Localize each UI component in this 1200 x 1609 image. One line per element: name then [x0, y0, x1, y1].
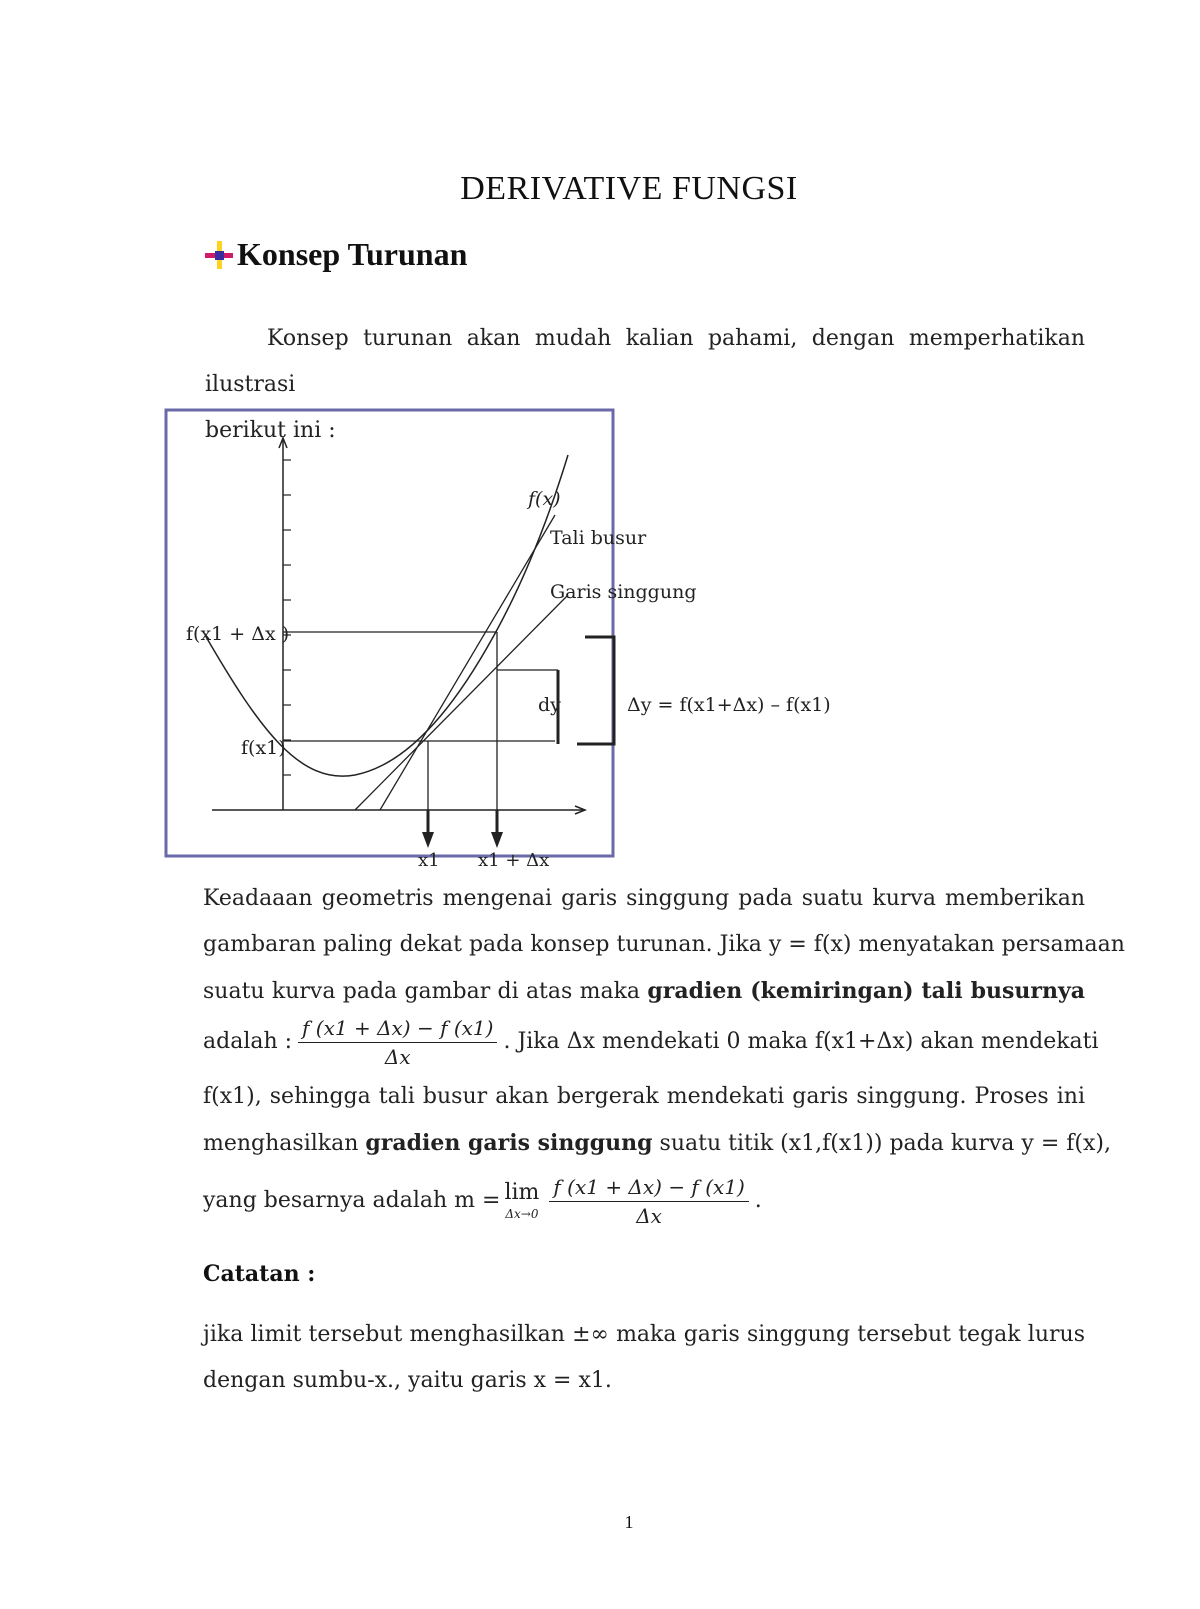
note-paragraph — [203, 1312, 1085, 1404]
y-axis-ticks — [283, 460, 291, 775]
tangent-line — [355, 595, 568, 810]
body-line-4: adalah : $\frac{f (x1 + \Delta x) - f (x1)}{\Delta x}$ . Jika Δx mendekati 0 maka f(x1+Δx) akan mendekati — [203, 1015, 1099, 1069]
page-number: 1 — [624, 1512, 634, 1532]
secant-slope-fraction — [298, 1016, 497, 1069]
derivative-fraction: $\frac{f (x1 + \Delta x) - f (x1)}{\Delta x}$ — [549, 1175, 748, 1228]
label-fx: f(x) — [528, 488, 561, 510]
explanation-paragraph — [203, 876, 1125, 1236]
function-curve — [205, 455, 568, 776]
label-x1: x1 — [418, 850, 440, 870]
fraction-denominator: Δx — [384, 1044, 411, 1069]
delta-y-bracket — [577, 637, 614, 744]
label-f-x1-dx: f(x1 + Δx ) — [186, 623, 290, 645]
section-heading-text: Konsep Turunan — [237, 236, 468, 272]
label-x1-dx: x1 + Δx — [478, 850, 550, 870]
emph-gradien-garis-singgung: gradien garis singgung — [365, 1130, 653, 1156]
body-line-3: suatu kurva pada gambar di atas maka gradien (kemiringan) tali busurnya — [203, 978, 1085, 1004]
page-title: DERIVATIVE FUNGSI — [460, 170, 798, 207]
limit-operator: lim Δx→0 — [504, 1180, 540, 1221]
fraction-numerator: f (x1 + Δx) − f (x1) — [298, 1016, 497, 1043]
body-line-7: yang besarnya adalah m = lim Δx→0 $\frac{f (x1 + \Delta x) - f (x1)}{\Delta x}$ . — [203, 1174, 762, 1228]
label-garis-singgung: Garis singgung — [550, 581, 697, 603]
label-dy: dy — [538, 694, 561, 716]
x1-arrow-head — [422, 832, 434, 848]
secant-line — [380, 515, 555, 810]
emph-gradien-tali-busur: gradien (kemiringan) tali busurnya — [647, 978, 1085, 1004]
body-line-5: f(x1), sehingga tali busur akan bergerak mendekati garis singgung. Proses ini — [203, 1084, 1085, 1109]
label-delta-y: Δy = f(x1+Δx) – f(x1) — [627, 694, 831, 716]
intro-line-2: berikut ini : — [205, 418, 336, 443]
intro-line-1: Konsep turunan akan mudah kalian pahami, dengan memperhatikan ilustrasi — [205, 326, 1085, 397]
note-line-2: dengan sumbu-x., yaitu garis x = x1. — [203, 1368, 612, 1393]
body-line-2: gambaran paling dekat pada konsep turunan. Jika y = f(x) menyatakan persamaan — [203, 932, 1125, 957]
body-line-1: Keadaaan geometris mengenai garis singgung pada suatu kurva memberikan — [203, 886, 1085, 911]
note-line-1: jika limit tersebut menghasilkan ±∞ maka garis singgung tersebut tegak lurus — [203, 1322, 1085, 1347]
label-tali-busur: Tali busur — [550, 527, 647, 549]
x1-dx-arrow-head — [491, 832, 503, 848]
label-f-x1: f(x1) — [241, 737, 286, 759]
body-line-6: menghasilkan gradien garis singgung suatu titik (x1,f(x1)) pada kurva y = f(x), — [203, 1130, 1111, 1156]
note-heading: Catatan : — [203, 1261, 316, 1287]
